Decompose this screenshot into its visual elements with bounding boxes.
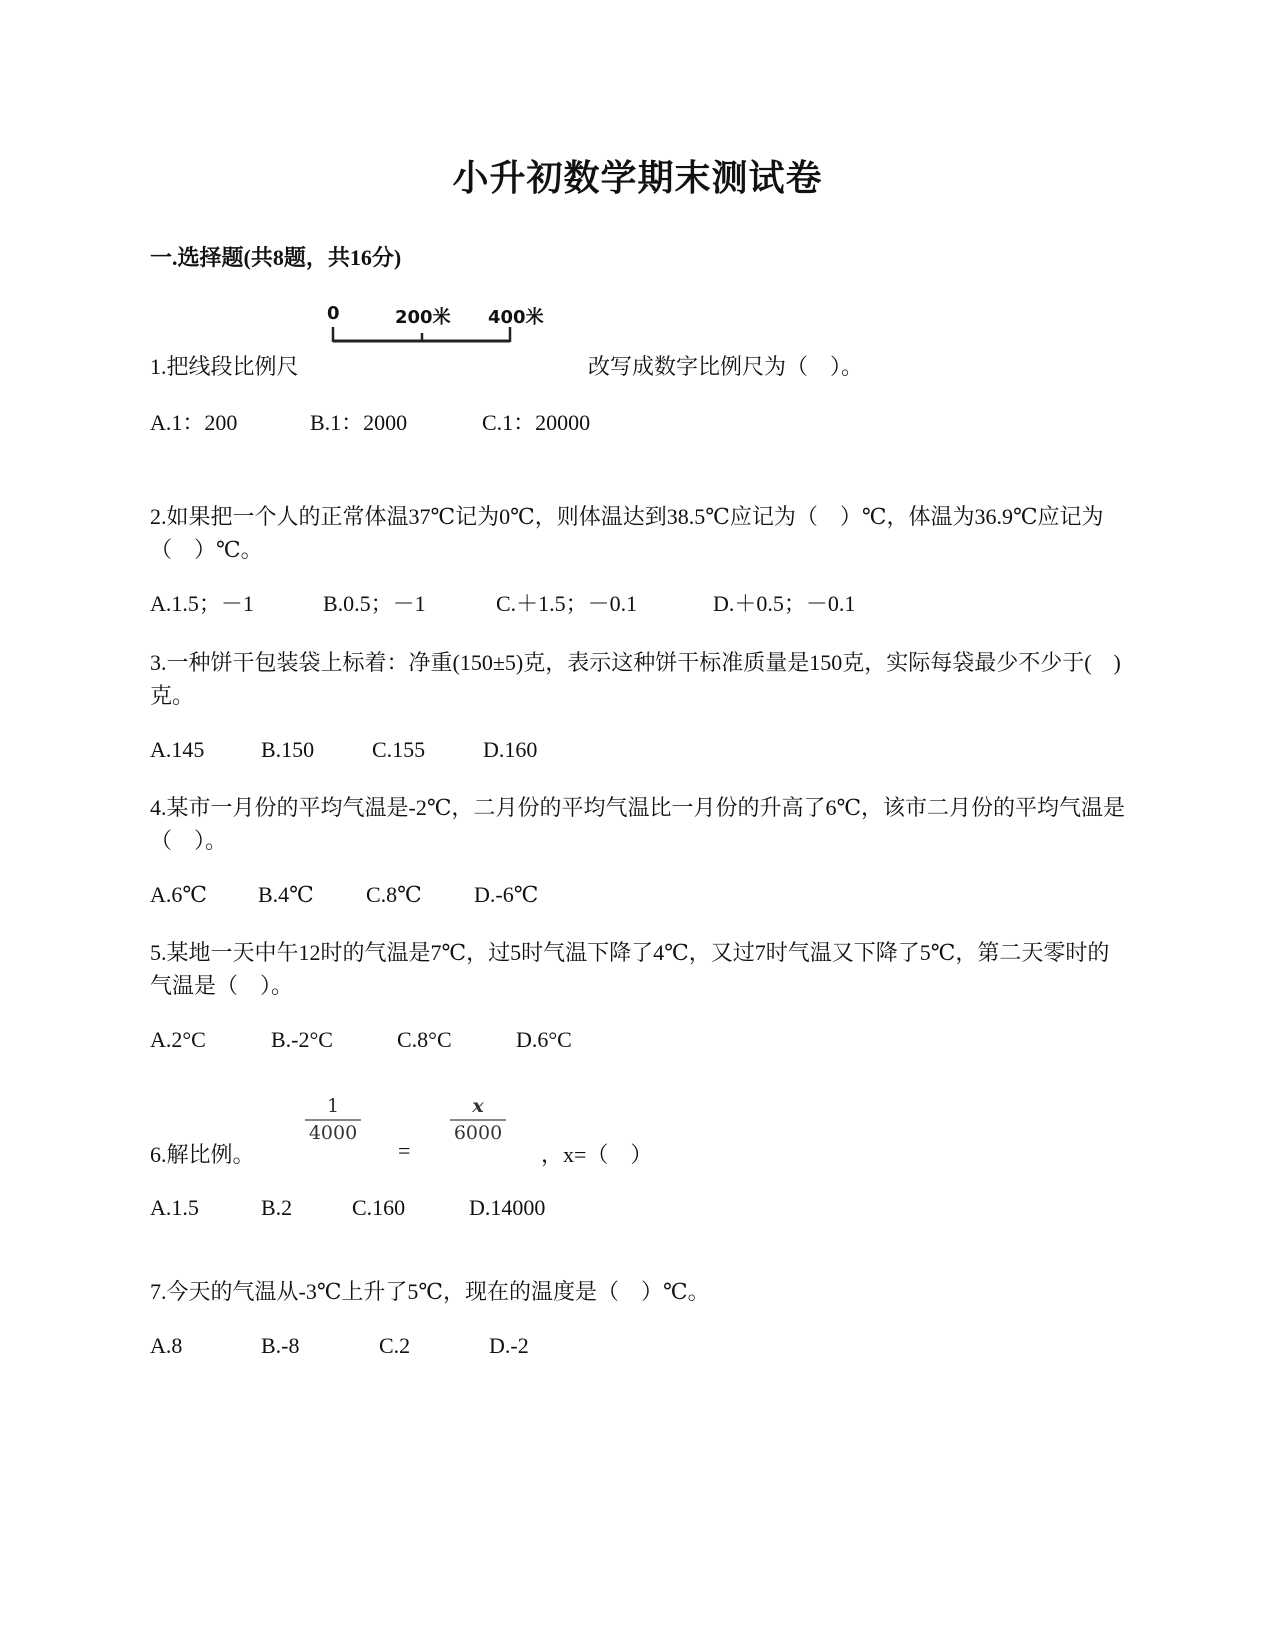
- option-b[interactable]: B.1：2000: [310, 410, 408, 435]
- option-d[interactable]: D.6°C: [516, 1027, 572, 1052]
- question-1-options: [150, 408, 590, 438]
- section-heading: 一.选择题(共8题，共16分): [150, 245, 402, 270]
- question-3-text: 3.一种饼干包装袋上标着：净重(150±5)克，表示这种饼干标准质量是150克，实际每袋最少不少于( )克。: [150, 650, 1121, 708]
- question-3-options: [150, 735, 537, 765]
- option-c[interactable]: C.＋1.5；－0.1: [496, 591, 638, 616]
- option-c[interactable]: C.155: [372, 737, 426, 762]
- scale-label-400: 400米: [488, 307, 544, 328]
- question-5-text: 5.某地一天中午12时的气温是7℃，过5时气温下降了4℃，又过7时气温又下降了5℃，第二天零时的气温是（ ）。: [150, 940, 1110, 998]
- question-1-text-before: 1.把线段比例尺: [150, 354, 299, 379]
- question-6-text-after: ，x=（ ）: [541, 1142, 653, 1167]
- option-c[interactable]: C.8°C: [397, 1027, 452, 1052]
- option-d[interactable]: D.160: [483, 737, 538, 762]
- option-b[interactable]: B.2: [261, 1195, 293, 1220]
- scale-label-0: 0: [327, 303, 340, 324]
- question-7-options: [150, 1331, 529, 1361]
- option-d[interactable]: D.＋0.5；－0.1: [713, 591, 856, 616]
- option-c[interactable]: C.1：20000: [482, 410, 591, 435]
- fraction-denominator: 4000: [305, 1119, 361, 1144]
- option-c[interactable]: C.2: [379, 1333, 411, 1358]
- option-d[interactable]: D.-2: [489, 1333, 529, 1358]
- question-6-options: [150, 1193, 545, 1223]
- option-a[interactable]: A.6℃: [150, 882, 207, 907]
- option-b[interactable]: B.-2°C: [271, 1027, 333, 1052]
- page-title: 小升初数学期末测试卷: [452, 157, 823, 199]
- option-d[interactable]: D.14000: [469, 1195, 546, 1220]
- fraction-numerator: 1: [326, 1095, 340, 1117]
- question-2-text: 2.如果把一个人的正常体温37℃记为0℃，则体温达到38.5℃应记为（ ）℃，体温为36.9℃应记为（ ）℃。: [150, 504, 1104, 562]
- option-a[interactable]: A.1：200: [150, 410, 238, 435]
- option-d[interactable]: D.-6℃: [474, 882, 539, 907]
- option-c[interactable]: C.160: [352, 1195, 406, 1220]
- option-a[interactable]: A.145: [150, 737, 205, 762]
- question-2-options: [150, 589, 855, 619]
- option-b[interactable]: B.4℃: [258, 882, 314, 907]
- question-4-options: [150, 880, 538, 910]
- option-c[interactable]: C.8℃: [366, 882, 422, 907]
- question-5-options: [150, 1025, 572, 1055]
- fraction-x-over-6000: [450, 1095, 506, 1144]
- fraction-denominator: 6000: [450, 1119, 506, 1144]
- question-7-text: 7.今天的气温从-3℃上升了5℃，现在的温度是（ ）℃。: [150, 1279, 710, 1304]
- option-a[interactable]: A.2°C: [150, 1027, 206, 1052]
- option-a[interactable]: A.8: [150, 1333, 183, 1358]
- question-6-text-before: 6.解比例。: [150, 1142, 255, 1167]
- equals-sign: =: [398, 1138, 411, 1163]
- option-a[interactable]: A.1.5: [150, 1195, 199, 1220]
- option-b[interactable]: B.150: [261, 737, 315, 762]
- option-a[interactable]: A.1.5；－1: [150, 591, 254, 616]
- fraction-numerator: x: [472, 1095, 484, 1117]
- question-4-text: 4.某市一月份的平均气温是-2℃，二月份的平均气温比一月份的升高了6℃，该市二月份的平均气温是（ ）。: [150, 795, 1126, 853]
- scale-label-200: 200米: [395, 307, 451, 328]
- scale-bar-line: [330, 313, 520, 353]
- question-1-text-after: 改写成数字比例尺为（ ）。: [588, 354, 864, 379]
- option-b[interactable]: B.-8: [261, 1333, 300, 1358]
- fraction-1-over-4000: [305, 1095, 361, 1144]
- option-b[interactable]: B.0.5；－1: [323, 591, 426, 616]
